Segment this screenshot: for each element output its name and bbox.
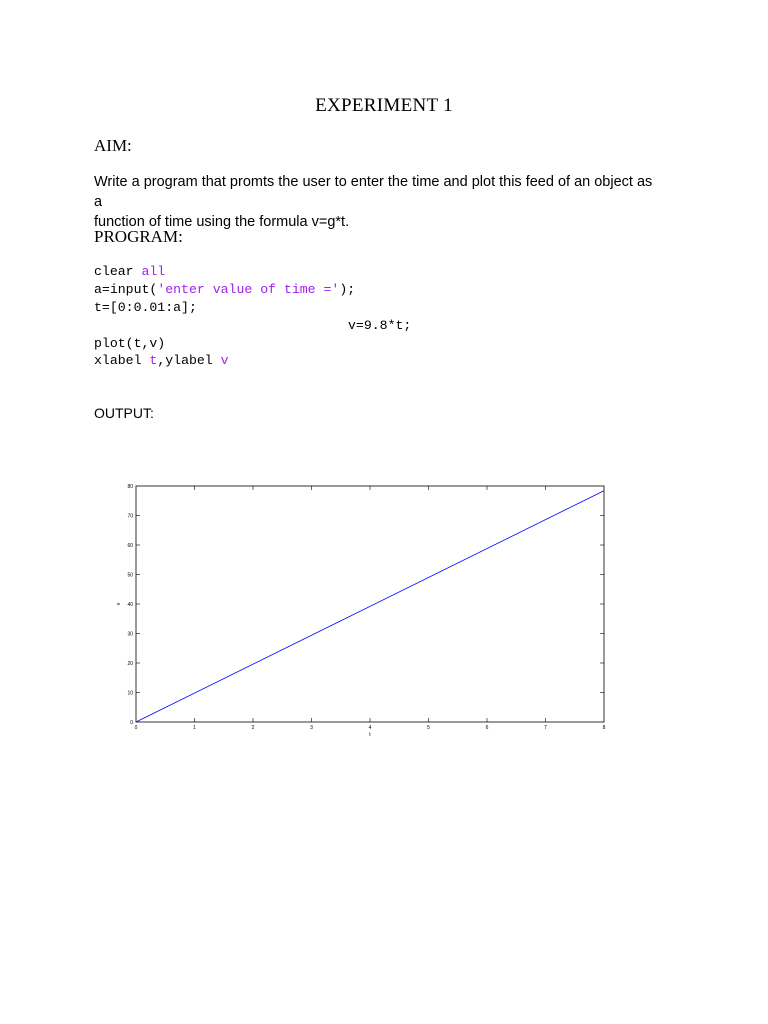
code-keyword: all bbox=[141, 264, 166, 279]
aim-text-line-2: function of time using the formula v=g*t. bbox=[94, 214, 350, 230]
x-tick-label: 2 bbox=[251, 725, 255, 731]
code-text: a=input( bbox=[94, 282, 158, 297]
code-keyword: v bbox=[220, 353, 229, 368]
y-tick-label: 60 bbox=[127, 542, 133, 549]
y-tick-label: 10 bbox=[127, 690, 133, 697]
y-tick-label: 20 bbox=[127, 660, 133, 667]
x-axis-label: t bbox=[369, 732, 371, 738]
x-tick-label: 5 bbox=[427, 725, 430, 731]
code-text: ); bbox=[339, 282, 356, 297]
output-label: OUTPUT: bbox=[94, 405, 154, 421]
y-tick-label: 70 bbox=[127, 513, 133, 520]
x-tick-label: 6 bbox=[485, 725, 489, 731]
y-axis-label: v bbox=[116, 602, 122, 606]
aim-heading: AIM: bbox=[94, 136, 132, 155]
x-tick-label: 1 bbox=[193, 725, 196, 731]
x-tick-label: 7 bbox=[544, 725, 547, 731]
y-tick-label: 30 bbox=[127, 631, 133, 638]
code-text: clear bbox=[94, 264, 142, 279]
code-string: 'enter value of time =' bbox=[157, 282, 340, 297]
y-tick-label: 40 bbox=[127, 601, 133, 608]
data-series-line bbox=[136, 491, 604, 722]
x-tick-label: 0 bbox=[134, 725, 138, 731]
aim-text-line-1: Write a program that promts the user to enter the time and plot this feed of an object as a bbox=[94, 174, 653, 210]
program-heading: PROGRAM: bbox=[94, 227, 183, 246]
code-text: xlabel bbox=[94, 353, 150, 368]
x-tick-label: 3 bbox=[310, 725, 313, 731]
y-tick-label: 80 bbox=[127, 483, 133, 490]
y-tick-label: 0 bbox=[130, 719, 133, 726]
code-keyword: t bbox=[149, 353, 158, 368]
code-line-3: t=[0:0.01:a]; bbox=[94, 300, 197, 315]
x-tick-label: 8 bbox=[602, 725, 606, 731]
y-tick-label: 50 bbox=[127, 572, 133, 579]
code-line-5: plot(t,v) bbox=[94, 336, 166, 351]
page-title: EXPERIMENT 1 bbox=[315, 95, 453, 116]
code-line-4: v=9.8*t; bbox=[348, 318, 412, 333]
x-tick-label: 4 bbox=[368, 725, 372, 731]
code-text: ,ylabel bbox=[157, 353, 221, 368]
plot-frame bbox=[136, 486, 604, 722]
